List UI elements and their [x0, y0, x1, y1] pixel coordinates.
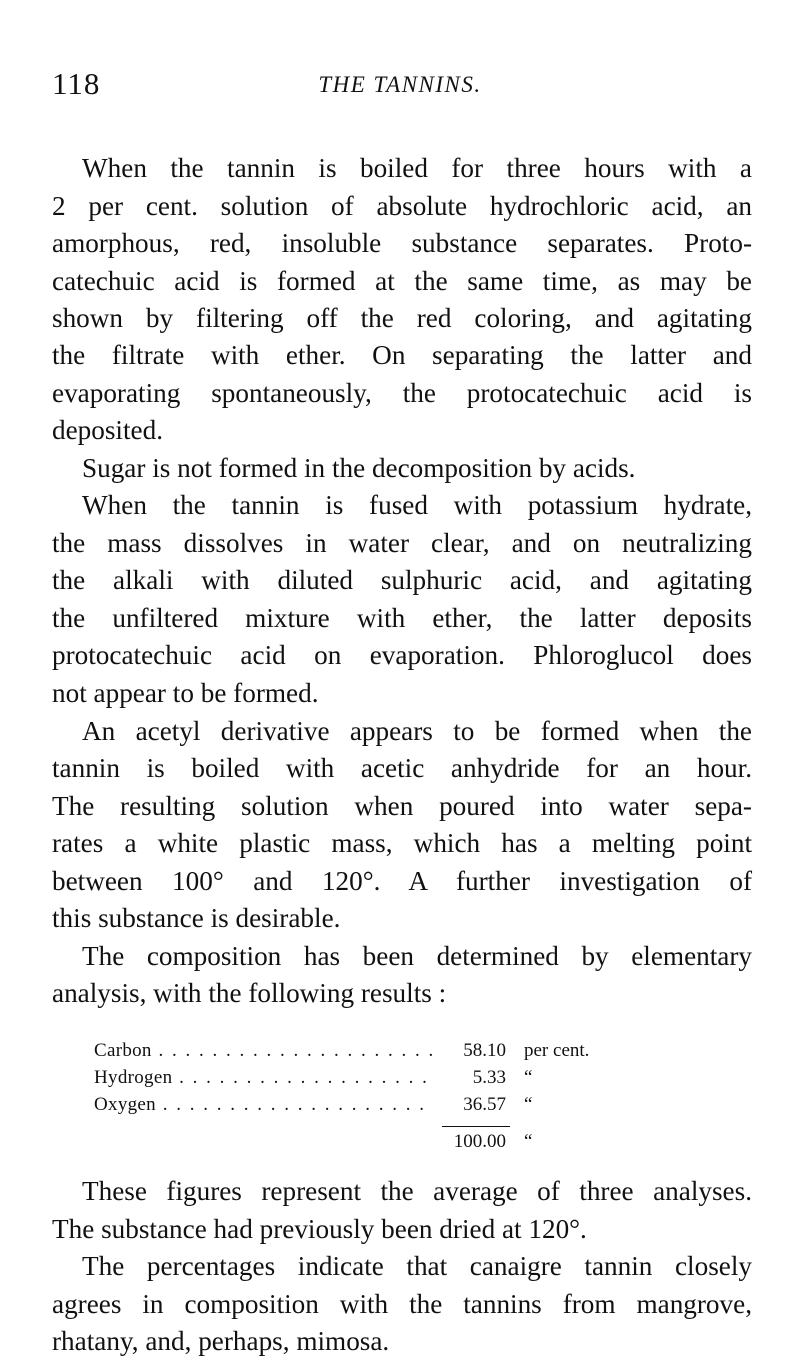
- text-line: When the tannin is fused with potassium hydrate,: [82, 490, 752, 520]
- total-rule: [442, 1126, 510, 1127]
- text-line: the alkali with diluted sulphuric acid, and agitating: [52, 565, 752, 595]
- text-line: rates a white plastic mass, which has a melting point: [52, 828, 752, 858]
- text-line: protocatechuic acid on evaporation. Phloroglucol does: [52, 640, 752, 670]
- text-line: When the tannin is boiled for three hours with a: [82, 153, 752, 183]
- element-unit: “: [524, 1067, 533, 1088]
- text-line: amorphous, red, insoluble substance separates. Proto-: [52, 228, 752, 258]
- text-line: 2 per cent. solution of absolute hydrochloric acid, an: [52, 191, 752, 221]
- page-header: [52, 66, 748, 106]
- element-unit: “: [524, 1094, 533, 1115]
- text-line: tannin is boiled with acetic anhydride for an hour.: [52, 753, 752, 783]
- element-name: Oxygen . . .: [94, 1094, 434, 1116]
- element-name: Carbon . . .: [94, 1040, 434, 1062]
- total-percentage: 100.00: [453, 1131, 506, 1152]
- running-title: THE TANNINS.: [318, 72, 482, 97]
- element-percentage: 36.57: [463, 1094, 506, 1115]
- text-line: The composition has been determined by elementary: [82, 941, 752, 971]
- element-unit: per cent.: [524, 1040, 590, 1061]
- element-percentage: 58.10: [463, 1040, 506, 1061]
- text-line: the unfiltered mixture with ether, the latter deposits: [52, 603, 752, 633]
- text-line: The percentages indicate that canaigre tannin closely: [82, 1251, 752, 1281]
- text-line: These figures represent the average of three analyses.: [82, 1176, 752, 1206]
- text-line: agrees in composition with the tannins from mangrove,: [52, 1289, 752, 1319]
- element-percentage: 5.33: [472, 1067, 506, 1088]
- text-line: shown by filtering off the red coloring, and agitating: [52, 303, 752, 333]
- text-line: analysis, with the following results :: [52, 978, 447, 1008]
- text-line: deposited.: [52, 415, 163, 445]
- text-line: between 100° and 120°. A further investigation of: [52, 866, 752, 896]
- total-unit: “: [524, 1131, 533, 1152]
- text-line: the mass dissolves in water clear, and on neutralizing: [52, 528, 752, 558]
- text-line: The resulting solution when poured into water sepa-: [52, 791, 752, 821]
- text-line: The substance had previously been dried at 120°.: [52, 1214, 587, 1244]
- text-line: evaporating spontaneously, the protocatechuic acid is: [52, 378, 752, 408]
- text-line: rhatany, and, perhaps, mimosa.: [52, 1326, 390, 1356]
- text-line: this substance is desirable.: [52, 903, 341, 933]
- text-line: An acetyl derivative appears to be formed when the: [82, 716, 752, 746]
- page-number: 118: [52, 66, 101, 101]
- text-line: not appear to be formed.: [52, 678, 319, 708]
- element-name: Hydrogen . . .: [94, 1067, 434, 1089]
- text-line: the filtrate with ether. On separating the latter and: [52, 340, 752, 370]
- text-line: catechuic acid is formed at the same time, as may be: [52, 266, 752, 296]
- text-line: Sugar is not formed in the decomposition by acids.: [82, 453, 636, 483]
